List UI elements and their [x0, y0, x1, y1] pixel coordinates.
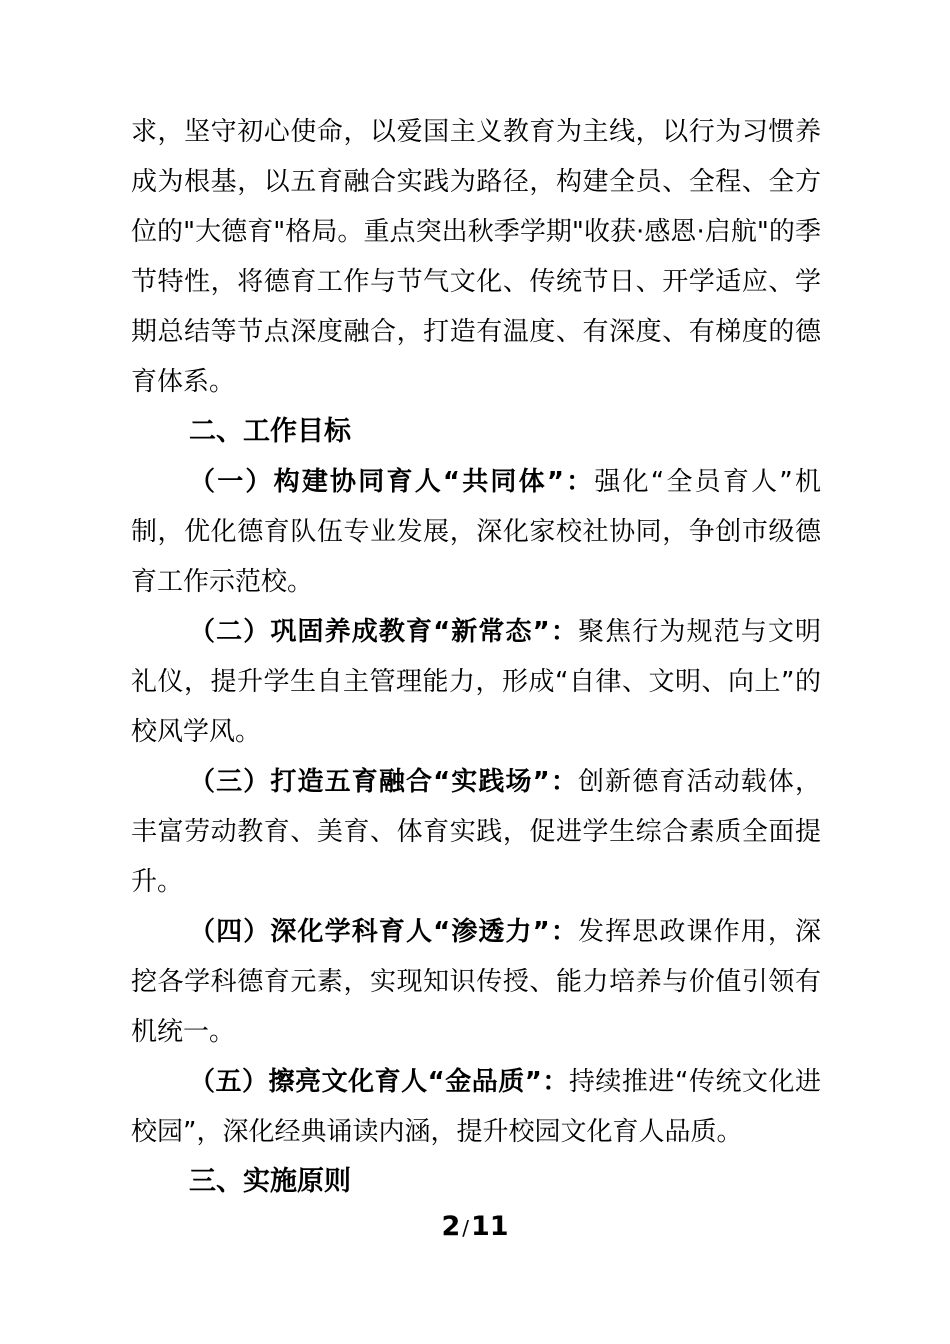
goal-title-4: （四）深化学科育人“渗透力”： — [189, 917, 579, 947]
goal-text-4: 发挥思政课作用，深挖各学科德育元素，实现知识传授、能力培养与价值引领有机统一。 — [131, 917, 821, 1047]
goal-title-1: （一）构建协同育人“共同体”： — [189, 467, 595, 497]
goal-text-3: 创新德育活动载体，丰富劳动教育、美育、体育实践，促进学生综合素质全面提升。 — [131, 767, 821, 897]
page-number — [0, 1207, 950, 1248]
intro-paragraph: 求，坚守初心使命，以爱国主义教育为主线，以行为习惯养成为根基，以五育融合实践为路径，构建全员、全程、全方位的"大德育"格局。重点突出秋季学期"收获·感恩·启航"的季节特性，将德育工作与节气文化、传统节日、开学适应、学期总结等节点深度融合，打造有温度、有深度、有梯度的德育体系。 — [131, 117, 821, 397]
goal-paragraph-3 — [131, 757, 821, 907]
goal-paragraph-5 — [131, 1057, 821, 1157]
goal-paragraph-2 — [131, 607, 821, 757]
section-heading-goals: 二、工作目标 — [189, 416, 351, 447]
goal-title-3: （三）打造五育融合“实践场”： — [189, 767, 579, 797]
goal-paragraph-4 — [131, 907, 821, 1057]
total-page-count: 11 — [470, 1211, 509, 1242]
goal-title-2: （二）巩固养成教育“新常态”： — [189, 617, 579, 647]
page-number-separator: / — [462, 1216, 469, 1240]
goal-paragraph-1 — [131, 457, 821, 607]
goal-text-1: 强化“全员育人”机制，优化德育队伍专业发展，深化家校社协同，争创市级德育工作示范校。 — [131, 467, 821, 597]
goal-title-5: （五）擦亮文化育人“金品质”： — [189, 1067, 569, 1097]
document-body — [131, 107, 821, 1207]
goal-text-2: 聚焦行为规范与文明礼仪，提升学生自主管理能力，形成“自律、文明、向上”的校风学风。 — [131, 617, 821, 747]
current-page-number: 2 — [441, 1211, 461, 1242]
section-heading-principles: 三、实施原则 — [189, 1166, 351, 1197]
goal-text-5: 持续推进“传统文化进校园”，深化经典诵读内涵，提升校园文化育人品质。 — [131, 1067, 821, 1147]
